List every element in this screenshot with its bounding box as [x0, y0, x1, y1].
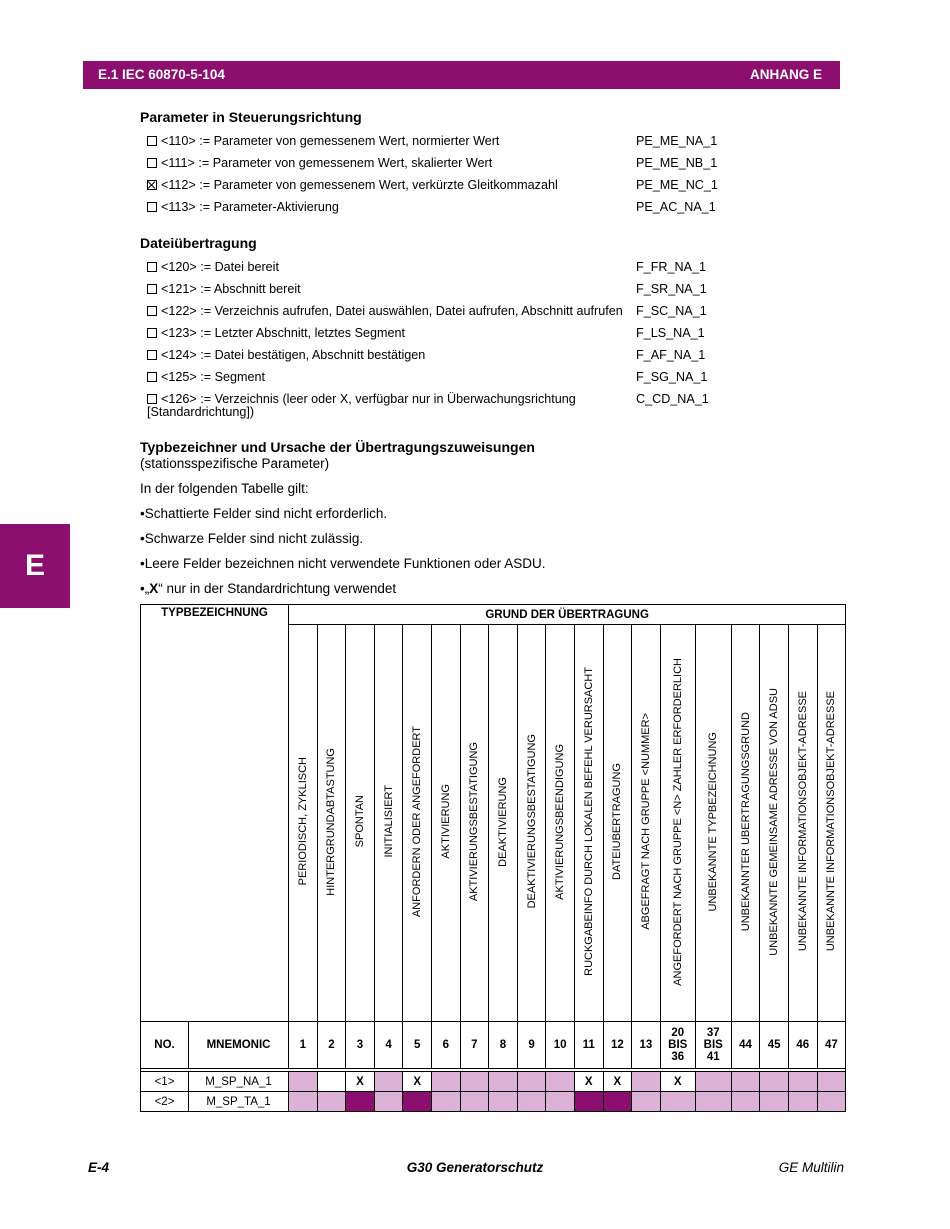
footer-page-number: E-4 [88, 1160, 110, 1175]
column-label [660, 625, 695, 1022]
list-item [147, 282, 847, 296]
header-section-title: E.1 IEC 60870-5-104 [98, 67, 225, 82]
shaded-cell [489, 1072, 518, 1092]
checkbox-icon [147, 372, 157, 382]
shaded-cell [374, 1092, 403, 1112]
row-no: <1> [141, 1072, 189, 1092]
shaded-cell [760, 1072, 789, 1092]
column-label [760, 625, 789, 1022]
section-title-typbezeichner: Typbezeichner und Ursache der Übertragungszuweisungen [140, 439, 535, 455]
bullet-shaded: •Schattierte Felder sind nicht erforderlich. [140, 506, 388, 521]
column-label-text: UNBEKANNTER UBERTRAGUNGSGRUND [739, 711, 752, 932]
column-number: 44 [731, 1022, 760, 1069]
column-label-text: DEAKTIVIERUNGSBESTATIGUNG [525, 734, 538, 909]
item-text: <121> := Abschnitt bereit [161, 282, 301, 296]
no-label: NO. [141, 1022, 189, 1069]
shaded-cell [817, 1092, 846, 1112]
column-label-text: RUCKGABEINFO DURCH LOKALEN BEFEHL VERURSACHT [582, 667, 595, 976]
bullet-x-pre: •„ [140, 581, 150, 596]
item-text: <124> := Datei bestätigen, Abschnitt bestätigen [161, 348, 426, 362]
section-title-steuerung: Parameter in Steuerungsrichtung [140, 109, 362, 125]
shaded-cell [695, 1072, 731, 1092]
column-label [431, 625, 460, 1022]
intro-text: In der folgenden Tabelle gilt: [140, 481, 309, 496]
shaded-cell [546, 1092, 575, 1112]
checkbox-icon [147, 262, 157, 272]
item-code: F_AF_NA_1 [636, 348, 706, 362]
column-label [574, 625, 603, 1022]
shaded-cell [760, 1092, 789, 1112]
shaded-cell [695, 1092, 731, 1112]
shaded-cell [289, 1072, 318, 1092]
column-label-text: ANFORDERN ODER ANGEFORDERT [411, 725, 424, 918]
shaded-cell [788, 1092, 817, 1112]
black-cell [403, 1092, 432, 1112]
grund-header: GRUND DER ÜBERTRAGUNG [289, 605, 846, 625]
column-label-text: HINTERGRUNDABTASTUNG [325, 747, 338, 896]
column-label [632, 625, 661, 1022]
column-label [289, 625, 318, 1022]
side-tab: E [0, 524, 70, 608]
list-item [147, 348, 847, 362]
shaded-cell [374, 1072, 403, 1092]
shaded-cell [546, 1072, 575, 1092]
column-number: 10 [546, 1022, 575, 1069]
bullet-black: •Schwarze Felder sind nicht zulässig. [140, 531, 364, 546]
column-label-text: UNBEKANNTE INFORMATIONSOBJEKT-ADRESSE [796, 691, 809, 952]
item-text: <120> := Datei bereit [161, 260, 279, 274]
checkbox-icon [147, 350, 157, 360]
column-number: 5 [403, 1022, 432, 1069]
shaded-cell [431, 1072, 460, 1092]
column-label-text: UNBEKANNTE GEMEINSAME ADRESSE VON ADSU [768, 687, 781, 956]
shaded-cell [632, 1072, 661, 1092]
list-item [147, 304, 847, 318]
column-label [460, 625, 489, 1022]
column-number: 47 [817, 1022, 846, 1069]
column-label-text: UNBEKANNTE INFORMATIONSOBJEKT-ADRESSE [825, 691, 838, 952]
item-code: PE_AC_NA_1 [636, 200, 716, 214]
bullet-empty: •Leere Felder bezeichnen nicht verwendete Funktionen oder ASDU. [140, 556, 546, 571]
shaded-cell [460, 1092, 489, 1112]
column-number: 1 [289, 1022, 318, 1069]
item-code: PE_ME_NB_1 [636, 156, 718, 170]
shaded-cell [431, 1092, 460, 1112]
black-cell [603, 1092, 632, 1112]
checkbox-icon [147, 284, 157, 294]
column-number: 46 [788, 1022, 817, 1069]
shaded-cell [460, 1072, 489, 1092]
item-text: <122> := Verzeichnis aufrufen, Datei auswählen, Datei aufrufen, Abschnitt aufrufen [161, 304, 623, 318]
column-label [346, 625, 375, 1022]
typ-header: TYPBEZEICHNUNG [141, 605, 289, 1022]
item-code: C_CD_NA_1 [636, 392, 709, 406]
column-label-text: UNBEKANNTE TYPBEZEICHNUNG [707, 731, 720, 912]
section-subtitle: (stationsspezifische Parameter) [140, 456, 330, 471]
x-cell: X [574, 1072, 603, 1092]
list-item [147, 156, 847, 170]
footer-product: G30 Generatorschutz [406, 1160, 544, 1175]
list-item [147, 134, 847, 148]
checkbox-checked-icon [147, 180, 157, 190]
item-text-continued: [Standardrichtung]) [147, 405, 255, 419]
list-item [147, 370, 847, 384]
header-bar [83, 61, 840, 89]
column-label [374, 625, 403, 1022]
column-label-text: AKTIVIERUNGSBESTATIGUNG [468, 741, 481, 902]
column-label [317, 625, 346, 1022]
column-number: 20 BIS 36 [660, 1022, 695, 1069]
mnemonic-label: MNEMONIC [189, 1022, 289, 1069]
column-label [788, 625, 817, 1022]
item-text: <112> := Parameter von gemessenem Wert, verkürzte Gleitkommazahl [161, 178, 558, 192]
column-label [517, 625, 546, 1022]
column-number-row [141, 1022, 846, 1069]
column-label [603, 625, 632, 1022]
row-mnemonic: M_SP_NA_1 [189, 1072, 289, 1092]
x-cell: X [346, 1072, 375, 1092]
item-code: PE_ME_NA_1 [636, 134, 718, 148]
column-label-text: AKTIVIERUNG [439, 784, 452, 859]
item-code: F_LS_NA_1 [636, 326, 705, 340]
column-number: 3 [346, 1022, 375, 1069]
checkbox-icon [147, 202, 157, 212]
item-code: F_SC_NA_1 [636, 304, 707, 318]
column-number: 4 [374, 1022, 403, 1069]
shaded-cell [289, 1092, 318, 1112]
column-label [695, 625, 731, 1022]
column-label-text: AKTIVIERUNGSBEENDIGUNG [554, 743, 567, 900]
x-cell: X [660, 1072, 695, 1092]
item-text: <113> := Parameter-Aktivierung [161, 200, 339, 214]
bullet-x [140, 581, 396, 596]
column-number: 2 [317, 1022, 346, 1069]
column-number: 11 [574, 1022, 603, 1069]
shaded-cell [517, 1072, 546, 1092]
x-cell: X [403, 1072, 432, 1092]
section-title-datei: Dateiübertragung [140, 235, 257, 251]
column-number: 8 [489, 1022, 518, 1069]
column-label-text: SPONTAN [354, 795, 366, 848]
shaded-cell [817, 1072, 846, 1092]
black-cell [574, 1092, 603, 1112]
list-item [147, 178, 847, 192]
shaded-cell [660, 1092, 695, 1112]
checkbox-icon [147, 328, 157, 338]
row-mnemonic: M_SP_TA_1 [189, 1092, 289, 1112]
column-number: 37 BIS 41 [695, 1022, 731, 1069]
list-item [147, 260, 847, 274]
asdu-table [140, 604, 846, 1112]
shaded-cell [788, 1072, 817, 1092]
checkbox-icon [147, 158, 157, 168]
item-text: <123> := Letzter Abschnitt, letztes Segment [161, 326, 405, 340]
column-label-text: PERIODISCH, ZYKLISCH [296, 757, 309, 886]
item-text: <126> := Verzeichnis (leer oder X, verfügbar nur in Überwachungsrichtung [161, 392, 576, 406]
header-appendix-title: ANHANG E [749, 67, 822, 82]
list-item [147, 200, 847, 214]
column-label [546, 625, 575, 1022]
table-row [141, 1072, 846, 1092]
item-text: <111> := Parameter von gemessenem Wert, skalierter Wert [161, 156, 493, 170]
shaded-cell [632, 1092, 661, 1112]
column-label [731, 625, 760, 1022]
checkbox-icon [147, 306, 157, 316]
item-text: <110> := Parameter von gemessenem Wert, normierter Wert [161, 134, 500, 148]
item-code: PE_ME_NC_1 [636, 178, 718, 192]
shaded-cell [317, 1092, 346, 1112]
list-item [147, 326, 847, 340]
empty-cell [317, 1072, 346, 1092]
shaded-cell [731, 1072, 760, 1092]
column-label-text: INITIALISIERT [382, 785, 395, 858]
column-label-text: ANGEFORDERT NACH GRUPPE <N> ZAHLER ERFORDERLICH [671, 657, 684, 986]
list-item [147, 392, 847, 419]
checkbox-icon [147, 394, 157, 404]
shaded-cell [489, 1092, 518, 1112]
column-number: 45 [760, 1022, 789, 1069]
item-code: F_SR_NA_1 [636, 282, 707, 296]
shaded-cell [731, 1092, 760, 1112]
column-number: 7 [460, 1022, 489, 1069]
x-cell: X [603, 1072, 632, 1092]
column-number: 6 [431, 1022, 460, 1069]
table-row [141, 1092, 846, 1112]
item-text: <125> := Segment [161, 370, 265, 384]
item-code: F_SG_NA_1 [636, 370, 708, 384]
column-number: 13 [632, 1022, 661, 1069]
column-label [489, 625, 518, 1022]
column-label-text: ABGEFRAGT NACH GRUPPE <NUMMER> [639, 713, 652, 930]
bullet-x-mark: X [149, 581, 159, 596]
footer-company: GE Multilin [778, 1160, 844, 1175]
column-label [817, 625, 846, 1022]
column-number: 12 [603, 1022, 632, 1069]
column-label-text: DEAKTIVIERUNG [496, 776, 509, 867]
shaded-cell [517, 1092, 546, 1112]
checkbox-icon [147, 136, 157, 146]
column-number: 9 [517, 1022, 546, 1069]
row-no: <2> [141, 1092, 189, 1112]
bullet-x-post: “ nur in der Standardrichtung verwendet [158, 581, 397, 596]
column-label-text: DATEIUBERTRAGUNG [611, 763, 624, 880]
column-label [403, 625, 432, 1022]
item-code: F_FR_NA_1 [636, 260, 706, 274]
black-cell [346, 1092, 375, 1112]
